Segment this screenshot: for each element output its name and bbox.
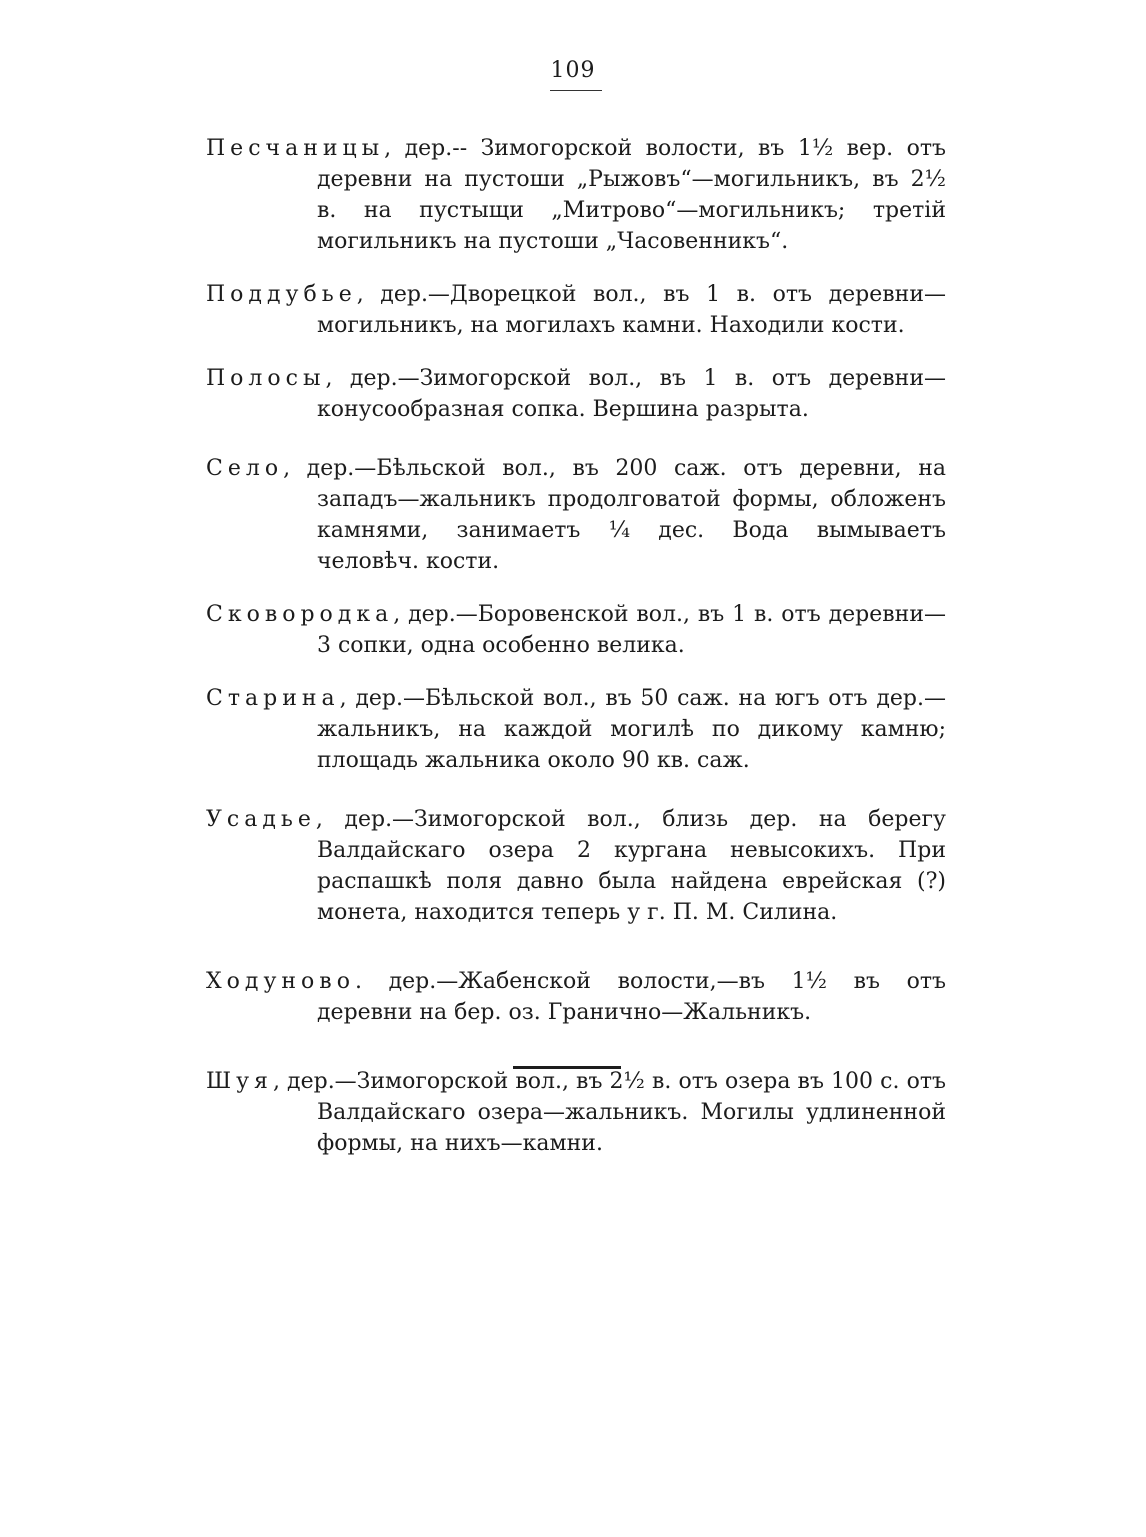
entry-usadye [206,804,946,928]
page-number-underline [550,90,602,91]
entry-name: Поддубье [206,282,357,307]
entry-text: , дер.—Дворецкой вол., въ 1 в. отъ деревни—могильникъ, на могилахъ камни. Находили кости. [317,282,946,338]
entry-shuya [206,1066,946,1159]
entry-khodunovo [206,966,946,1028]
closing-rule [513,1066,621,1069]
entry-starina [206,683,946,776]
entry-name: Песчаницы [206,136,385,161]
entry-skovorodka [206,599,946,661]
entry-text: , дер.—Зимогорской вол., въ 2½ в. отъ озера въ 100 с. отъ Валдайскаго озера—жальникъ. Могилы удлиненной формы, на нихъ—камни. [272,1069,946,1156]
entry-text: , дер.-- Зимогорской волости, въ 1½ вер. отъ деревни на пустоши „Рыжовъ“—могильникъ, въ 2½ в. на пустыщи „Митрово“—могильникъ; третій могильникъ на пустоши „Часовенникъ“. [317,136,946,254]
entry-name: Старина [206,686,340,711]
entry-peschanitsy [206,133,946,257]
page-number: 109 [550,58,596,83]
entry-text: . дер.—Жабенской волости,—въ 1½ въ отъ деревни на бер. оз. Гранично—Жальникъ. [317,969,946,1025]
entry-name: Село [206,456,284,481]
entry-text: , дер.—Зимогорской вол., въ 1 в. отъ деревни—конусообразная сопка. Вершина разрыта. [317,366,946,422]
entry-text: , дер.—Бѣльской вол., въ 200 саж. отъ деревни, на западъ—жальникъ продолговатой формы, обложенъ камнями, занимаетъ ¼ дес. Вода вымываетъ человѣч. кости. [283,456,946,574]
entry-name: Шуя [206,1069,273,1094]
entry-selo [206,453,946,577]
entry-text: , дер.—Бѣльской вол., въ 50 саж. на югъ отъ дер.—жальникъ, на каждой могилѣ по дикому камню; площадь жальника около 90 кв. саж. [317,686,946,773]
entry-polosy [206,363,946,425]
entry-name: Сковородка [206,602,394,627]
entry-name: Усадье [206,807,316,832]
entry-name: Полосы [206,366,326,391]
entry-poddubye [206,279,946,341]
entry-text: , дер.—Боровенской вол., въ 1 в. отъ деревни—3 сопки, одна особенно велика. [317,602,946,658]
entry-name: Ходуново [206,969,355,994]
entry-text: , дер.—Зимогорской вол., близь дер. на берегу Валдайскаго озера 2 кургана невысокихъ. При распашкѣ поля давно была найдена еврейская (?) монета, находится теперь у г. П. М. Силина. [315,807,946,925]
gazetteer-entries [206,111,946,1181]
